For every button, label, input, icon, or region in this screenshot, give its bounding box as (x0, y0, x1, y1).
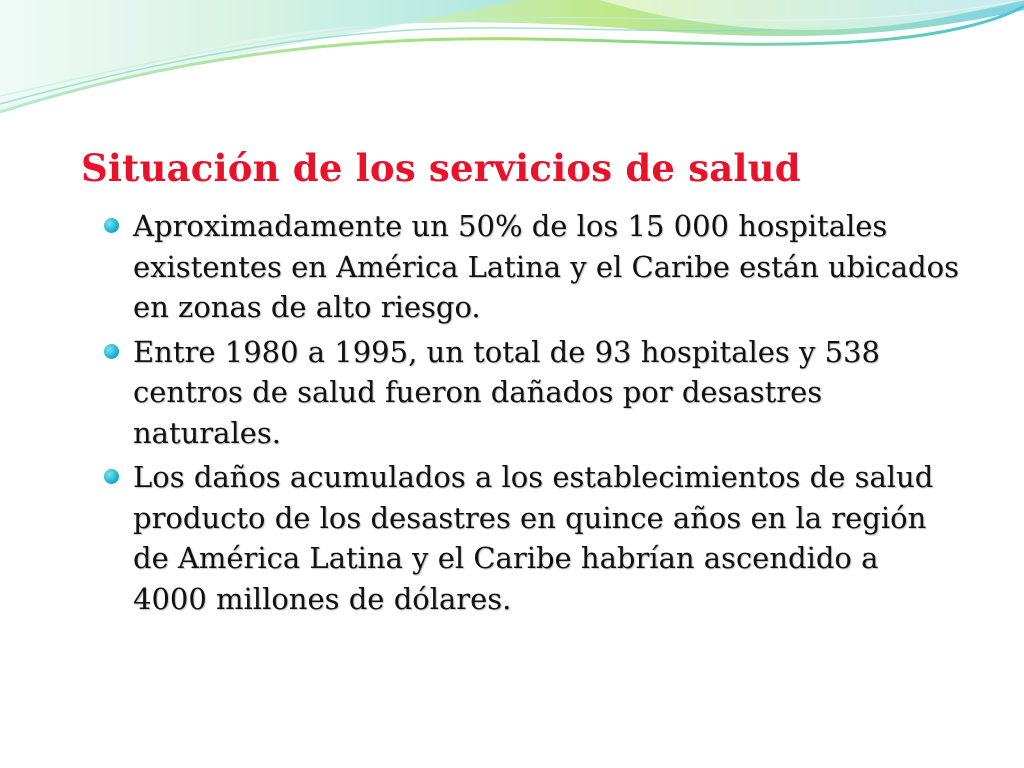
bullet-list (100, 206, 960, 623)
decorative-wave-banner (0, 0, 1024, 130)
bullet-dot-icon (104, 469, 119, 484)
slide-title: Situación de los servicios de salud (81, 146, 801, 190)
bullet-item (100, 206, 960, 328)
bullet-text: Aproximadamente un 50% de los 15 000 hospitales existentes en América Latina y el Caribe están ubicados en zonas de alto riesgo. (133, 209, 959, 324)
bullet-dot-icon (104, 344, 119, 359)
bullet-dot-icon (104, 218, 119, 233)
bullet-text: Entre 1980 a 1995, un total de 93 hospitales y 538 centros de salud fueron dañados por desastres naturales. (133, 334, 880, 450)
bullet-item (100, 457, 960, 619)
bullet-text: Los daños acumulados a los establecimientos de salud producto de los desastres en quince años en la región de América Latina y el Caribe habrían ascendido a 4000 millones de dólares. (133, 460, 934, 616)
bullet-item (100, 332, 960, 454)
